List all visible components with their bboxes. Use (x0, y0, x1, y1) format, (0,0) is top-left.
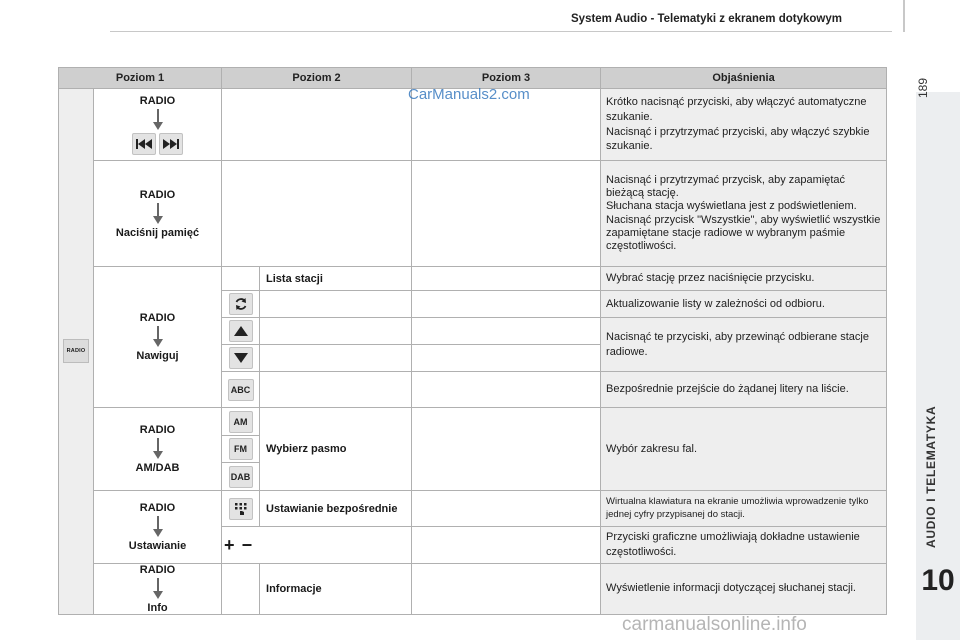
minus-icon[interactable]: − (241, 534, 253, 555)
down-arrow-icon (153, 438, 163, 460)
abc-explanation: Bezpośrednie przejście do żądanej litery na liście. (601, 372, 887, 408)
table-row (59, 563, 887, 614)
running-header: System Audio - Telematyki z ekranem dotykowym (571, 13, 842, 25)
plusminus-explanation: Przyciski graficzne umożliwiają dokładne ustawienie częstotliwości. (601, 527, 887, 564)
am-band-button[interactable]: AM (229, 411, 253, 433)
col-header-level2: Poziom 2 (222, 68, 412, 89)
band-select-label: Wybierz pasmo (260, 408, 412, 491)
keypad-icon[interactable] (229, 498, 253, 520)
radio-menu-table (58, 67, 887, 615)
info-label: Informacje (260, 563, 412, 614)
page-number: 189 (916, 77, 930, 98)
direct-setting-label: Ustawianie bezpośrednie (260, 491, 412, 527)
seek-buttons (132, 133, 183, 155)
refresh-icon[interactable] (229, 293, 253, 315)
header-rule (110, 31, 892, 32)
header-divider (903, 0, 905, 32)
watermark-top: CarManuals2.com (408, 86, 530, 103)
seek-forward-icon[interactable] (159, 133, 183, 155)
down-arrow-icon (153, 109, 163, 131)
chapter-title: AUDIO I TELEMATYKA (924, 405, 938, 548)
down-arrow-icon (153, 203, 163, 225)
watermark-bottom: carmanualsonline.info (622, 614, 807, 635)
level2-label: RADIO (139, 563, 176, 576)
level2-sublabel: AM/DAB (135, 462, 180, 474)
level2-navigate (94, 267, 222, 408)
refresh-explanation: Aktualizowanie listy w zależności od odbioru. (601, 291, 887, 318)
level2-label: RADIO (139, 188, 176, 201)
down-arrow-icon (153, 516, 163, 538)
down-arrow-icon (153, 578, 163, 600)
table-row (59, 161, 887, 267)
level2-sublabel: Info (147, 601, 168, 614)
table-row (59, 491, 887, 527)
level2-info (94, 563, 222, 614)
scroll-explanation: Nacisnąć te przyciski, aby przewinąć odbierane stacje radiowe. (601, 318, 887, 372)
station-list-label: Lista stacji (260, 267, 412, 291)
scroll-down-icon[interactable] (229, 347, 253, 369)
plus-icon[interactable]: + (224, 534, 235, 555)
info-explanation: Wyświetlenie informacji dotyczącej słuchanej stacji. (601, 563, 887, 614)
level2-memory (94, 161, 222, 267)
level2-band (94, 408, 222, 491)
radio-icon: RADIO (63, 339, 89, 363)
level2-sublabel: Naciśnij pamięć (115, 226, 200, 239)
seek-explanation: Krótko nacisnąć przyciski, aby włączyć automatyczne szukanie. Nacisnąć i przytrzymać przyciski, aby włączyć szybkie szukanie. (601, 89, 887, 161)
level2-label: RADIO (139, 94, 176, 107)
fm-band-button[interactable]: FM (229, 438, 253, 460)
dab-band-button[interactable]: DAB (229, 466, 253, 488)
col-header-explanation: Objaśnienia (601, 68, 887, 89)
level2-sublabel: Nawiguj (136, 350, 179, 362)
station-list-explanation: Wybrać stację przez naciśnięcie przycisku. (601, 267, 887, 291)
level2-settings (94, 491, 222, 564)
abc-jump-icon[interactable]: ABC (228, 379, 254, 401)
col-header-level3: Poziom 3 (412, 68, 601, 89)
level1-cell (59, 89, 94, 615)
band-explanation: Wybór zakresu fal. (601, 408, 887, 491)
table-row (59, 267, 887, 291)
level2-label: RADIO (139, 424, 176, 436)
level2-label: RADIO (139, 312, 176, 324)
seek-back-icon[interactable] (132, 133, 156, 155)
scroll-up-icon[interactable] (229, 320, 253, 342)
direct-setting-explanation: Wirtualna klawiatura na ekranie umożliwia wprowadzenie tylko jednej cyfry przypisanej do stacji. (601, 491, 887, 527)
level2-sublabel: Ustawianie (128, 539, 187, 552)
level2-label: RADIO (139, 501, 176, 514)
memory-explanation: Nacisnąć i przytrzymać przycisk, aby zapamiętać bieżącą stację. Słuchana stacja wyświetlana jest z podświetleniem. Nacisnąć przycisk "Wszystkie", aby wyświetlić wszystkie zapamiętane stacje radiowe w wybranym paśmie częstotliwości. (601, 161, 887, 267)
chapter-number: 10 (921, 564, 955, 597)
col-header-level1: Poziom 1 (59, 68, 222, 89)
table-row (59, 408, 887, 436)
level2-seek (94, 89, 222, 161)
down-arrow-icon (153, 326, 163, 348)
chapter-side-tab (916, 92, 960, 640)
